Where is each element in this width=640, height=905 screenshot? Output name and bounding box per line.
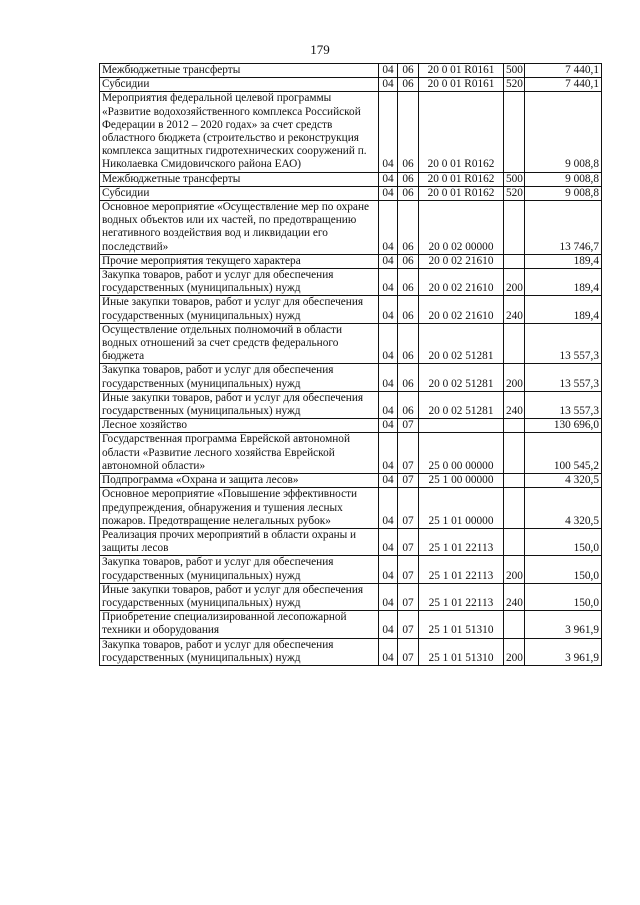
row-name: Основное мероприятие «Повышение эффективности предупреждения, обнаружения и тушения лесных пожаров. Предотвращение нелегальных рубок» [100,488,379,529]
row-amount: 13 557,3 [525,364,602,391]
row-target-article: 20 0 02 51281 [419,323,504,364]
row-section: 04 [379,296,398,323]
row-section: 04 [379,433,398,474]
row-subsection: 07 [398,419,419,433]
row-target-article: 20 0 02 21610 [419,296,504,323]
row-name: Иные закупки товаров, работ и услуг для обеспечения государственных (муниципальных) нужд [100,583,379,610]
row-target-article: 25 0 00 00000 [419,433,504,474]
row-expense-type [504,92,525,172]
table-row [100,391,602,418]
row-section: 04 [379,391,398,418]
row-section: 04 [379,64,398,78]
row-name: Прочие мероприятия текущего характера [100,254,379,268]
row-name: Субсидии [100,78,379,92]
row-amount: 13 746,7 [525,201,602,255]
row-subsection: 06 [398,92,419,172]
row-target-article: 25 1 01 22113 [419,528,504,555]
row-target-article: 20 0 01 R0162 [419,172,504,186]
row-expense-type: 520 [504,186,525,200]
row-name: Основное мероприятие «Осуществление мер по охране водных объектов или их частей, по предотвращению негативного воздействия вод и ликвидации его последствий» [100,201,379,255]
row-subsection: 06 [398,172,419,186]
row-expense-type [504,433,525,474]
row-subsection: 06 [398,323,419,364]
row-subsection: 06 [398,186,419,200]
row-target-article: 20 0 01 R0161 [419,78,504,92]
row-name: Закупка товаров, работ и услуг для обеспечения государственных (муниципальных) нужд [100,269,379,296]
row-subsection: 06 [398,364,419,391]
row-subsection: 06 [398,254,419,268]
row-expense-type: 500 [504,64,525,78]
table-row [100,64,602,78]
row-name: Закупка товаров, работ и услуг для обеспечения государственных (муниципальных) нужд [100,638,379,665]
row-amount: 9 008,8 [525,92,602,172]
table-row [100,186,602,200]
row-name: Субсидии [100,186,379,200]
row-section: 04 [379,556,398,583]
page-number: 179 [310,42,330,57]
row-expense-type: 200 [504,556,525,583]
row-expense-type: 200 [504,638,525,665]
table-row [100,364,602,391]
row-expense-type: 200 [504,269,525,296]
row-amount: 100 545,2 [525,433,602,474]
row-name: Мероприятия федеральной целевой программы «Развитие водохозяйственного комплекса Российской Федерации в 2012 – 2020 годах» за счет средств областного бюджета (строительство и реконструкция комплекса защитных гидротехнических сооружений п. Николаевка Смидовичского района ЕАО) [100,92,379,172]
row-subsection: 07 [398,638,419,665]
table-row [100,638,602,665]
row-section: 04 [379,638,398,665]
row-amount: 150,0 [525,528,602,555]
row-target-article: 25 1 01 51310 [419,611,504,638]
row-amount: 3 961,9 [525,638,602,665]
row-section: 04 [379,364,398,391]
row-target-article: 25 1 01 22113 [419,583,504,610]
row-target-article: 25 1 01 22113 [419,556,504,583]
row-target-article: 20 0 02 21610 [419,269,504,296]
row-name: Осуществление отдельных полномочий в области водных отношений за счет средств федерального бюджета [100,323,379,364]
table-row [100,433,602,474]
row-subsection: 06 [398,201,419,255]
row-expense-type: 520 [504,78,525,92]
row-amount: 4 320,5 [525,488,602,529]
row-subsection: 07 [398,433,419,474]
row-target-article: 20 0 01 R0162 [419,186,504,200]
row-target-article: 20 0 01 R0162 [419,92,504,172]
row-target-article: 20 0 02 51281 [419,364,504,391]
row-expense-type [504,488,525,529]
table-row [100,556,602,583]
row-name: Государственная программа Еврейской автономной области «Развитие лесного хозяйства Еврейской автономной области» [100,433,379,474]
row-section: 04 [379,528,398,555]
row-amount: 189,4 [525,269,602,296]
table-row [100,254,602,268]
row-name: Реализация прочих мероприятий в области охраны и защиты лесов [100,528,379,555]
row-subsection: 07 [398,556,419,583]
row-amount: 150,0 [525,556,602,583]
row-amount: 7 440,1 [525,64,602,78]
table-row [100,488,602,529]
row-name: Иные закупки товаров, работ и услуг для обеспечения государственных (муниципальных) нужд [100,391,379,418]
row-name: Межбюджетные трансферты [100,172,379,186]
row-expense-type: 240 [504,391,525,418]
row-target-article: 25 1 00 00000 [419,474,504,488]
table-row [100,528,602,555]
row-name: Приобретение специализированной лесопожарной техники и оборудования [100,611,379,638]
row-expense-type [504,201,525,255]
row-amount: 130 696,0 [525,419,602,433]
row-section: 04 [379,269,398,296]
table-row [100,611,602,638]
row-name: Подпрограмма «Охрана и защита лесов» [100,474,379,488]
row-amount: 7 440,1 [525,78,602,92]
row-section: 04 [379,172,398,186]
row-subsection: 06 [398,269,419,296]
row-name: Закупка товаров, работ и услуг для обеспечения государственных (муниципальных) нужд [100,364,379,391]
row-section: 04 [379,488,398,529]
row-section: 04 [379,419,398,433]
row-amount: 189,4 [525,254,602,268]
table-row [100,583,602,610]
row-section: 04 [379,92,398,172]
row-expense-type: 200 [504,364,525,391]
row-name: Межбюджетные трансферты [100,64,379,78]
row-section: 04 [379,254,398,268]
row-expense-type: 240 [504,296,525,323]
row-name: Лесное хозяйство [100,419,379,433]
row-amount: 4 320,5 [525,474,602,488]
row-subsection: 06 [398,391,419,418]
row-name: Иные закупки товаров, работ и услуг для обеспечения государственных (муниципальных) нужд [100,296,379,323]
row-amount: 189,4 [525,296,602,323]
table-row [100,323,602,364]
row-amount: 13 557,3 [525,323,602,364]
row-amount: 9 008,8 [525,186,602,200]
row-subsection: 06 [398,64,419,78]
table-row [100,201,602,255]
row-expense-type: 240 [504,583,525,610]
row-subsection: 06 [398,296,419,323]
row-expense-type [504,528,525,555]
row-target-article: 20 0 01 R0161 [419,64,504,78]
row-target-article [419,419,504,433]
row-section: 04 [379,186,398,200]
table-row [100,92,602,172]
row-target-article: 20 0 02 51281 [419,391,504,418]
table-row [100,474,602,488]
row-subsection: 07 [398,488,419,529]
row-target-article: 20 0 02 21610 [419,254,504,268]
row-subsection: 07 [398,583,419,610]
table-row [100,419,602,433]
row-section: 04 [379,611,398,638]
row-section: 04 [379,474,398,488]
row-subsection: 07 [398,474,419,488]
row-subsection: 07 [398,611,419,638]
row-section: 04 [379,201,398,255]
row-target-article: 25 1 01 51310 [419,638,504,665]
row-amount: 13 557,3 [525,391,602,418]
row-section: 04 [379,583,398,610]
row-expense-type [504,474,525,488]
row-expense-type: 500 [504,172,525,186]
table-row [100,172,602,186]
row-expense-type [504,254,525,268]
row-target-article: 25 1 01 00000 [419,488,504,529]
table-row [100,269,602,296]
row-expense-type [504,323,525,364]
table-row [100,78,602,92]
row-target-article: 20 0 02 00000 [419,201,504,255]
row-section: 04 [379,78,398,92]
row-name: Закупка товаров, работ и услуг для обеспечения государственных (муниципальных) нужд [100,556,379,583]
row-amount: 150,0 [525,583,602,610]
row-section: 04 [379,323,398,364]
row-subsection: 06 [398,78,419,92]
table-row [100,296,602,323]
row-expense-type [504,611,525,638]
budget-table [99,63,602,666]
row-expense-type [504,419,525,433]
row-amount: 3 961,9 [525,611,602,638]
row-subsection: 07 [398,528,419,555]
row-amount: 9 008,8 [525,172,602,186]
